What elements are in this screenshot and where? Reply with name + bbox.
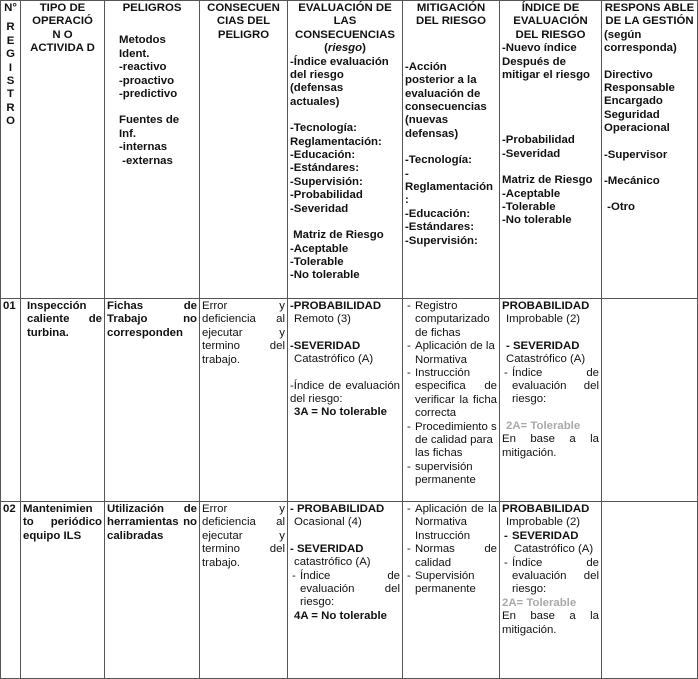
table-row xyxy=(1,299,698,502)
header-registro: N° R E G I S T R O xyxy=(1,1,21,299)
list-item: - Índice de evaluación del riesgo: xyxy=(502,367,599,407)
row-responsable xyxy=(602,502,698,679)
list-item: - Procedimiento s de calidad para las fichas xyxy=(405,421,497,461)
list-item: - SEVERIDAD xyxy=(502,530,599,543)
list-item: - Índice de evaluación del riesgo: xyxy=(290,570,400,610)
row-number: 02 xyxy=(1,502,21,679)
list-item: - supervisión permanente xyxy=(405,461,497,488)
row-mitigacion xyxy=(403,502,500,679)
header-peligros: PELIGROS Metodos Ident. -reactivo -proactivo -predictivo Fuentes de Inf. -internas -externas xyxy=(105,1,200,299)
header-mitigacion: MITIGACIÓN DEL RIESGO -Acción posterior a la evaluación de consecuencias (nuevas defensas) -Tecnología: - Reglamentación : -Educación: -Estándares: -Supervisión: xyxy=(403,1,500,299)
list-item: - Instrucción especifica de verificar la ficha correcta xyxy=(405,367,497,421)
row-indice: PROBABILIDAD Improbable (2) - SEVERIDAD Catastrófico (A) - Índice de evaluación del riesgo: 2A= Tolerable En base a la mitigación. xyxy=(500,502,602,679)
list-item: - Registro computarizado de fichas xyxy=(405,300,497,340)
row-number: 01 xyxy=(1,299,21,502)
row-peligro: Fichas de Trabajo no corresponden xyxy=(105,299,200,502)
row-peligro: Utilización de herramientas no calibradas xyxy=(105,502,200,679)
row-mitigacion xyxy=(403,299,500,502)
table-row xyxy=(1,502,698,679)
list-item: - Supervisión permanente xyxy=(405,570,497,597)
row-evaluacion: - PROBABILIDAD Ocasional (4) - SEVERIDAD catastrófico (A) - Índice de evaluación del riesgo: 4A = No tolerable xyxy=(288,502,403,679)
mitigacion-list xyxy=(405,503,497,597)
list-item: - Aplicación de la Normativa xyxy=(405,340,497,367)
row-tipo: Mantenimien to periódico equipo ILS xyxy=(21,502,105,679)
header-row xyxy=(1,1,698,299)
row-responsable xyxy=(602,299,698,502)
row-indice: PROBABILIDAD Improbable (2) - SEVERIDAD Catastrófico (A) - Índice de evaluación del riesgo: 2A= Tolerable En base a la mitigación. xyxy=(500,299,602,502)
row-consecuencia: Error y deficiencia al ejecutar y termino del trabajo. xyxy=(200,502,288,679)
header-evaluacion: EVALUACIÓN DE LAS CONSECUENCIAS (riesgo) -Índice evaluación del riesgo (defensas actuales) -Tecnología: Reglamentación: -Educación: -Estándares: -Supervisión: -Probabilidad -Severidad Matriz de Riesgo -Aceptable -Tolerable -No tolerable xyxy=(288,1,403,299)
row-consecuencia: Error y deficiencia al ejecutar y termino del trabajo. xyxy=(200,299,288,502)
list-item: - Índice de evaluación del riesgo: xyxy=(502,557,599,597)
header-consecuencias: CONSECUEN CIAS DEL PELIGRO xyxy=(200,1,288,299)
list-item: - Normas de calidad xyxy=(405,543,497,570)
header-responsable: RESPONS ABLE DE LA GESTIÓN (según corresponda) Directivo Responsable Encargado Seguridad Operacional -Supervisor -Mecánico -Otro xyxy=(602,1,698,299)
header-tipo-operacion: TIPO DE OPERACIÓ N O ACTIVIDA D xyxy=(21,1,105,299)
row-evaluacion: -PROBABILIDAD Remoto (3) -SEVERIDAD Catastrófico (A) -Índice de evaluación del riesgo: 3A = No tolerable xyxy=(288,299,403,502)
list-item: - Aplicación de la Normativa Instrucción xyxy=(405,503,497,543)
mitigacion-list xyxy=(405,300,497,488)
header-indice: ÍNDICE DE EVALUACIÓN DEL RIESGO -Nuevo índice Después de mitigar el riesgo -Probabilidad -Severidad Matriz de Riesgo -Aceptable -Tolerable -No tolerable xyxy=(500,1,602,299)
row-tipo: Inspección caliente de turbina. xyxy=(21,299,105,502)
